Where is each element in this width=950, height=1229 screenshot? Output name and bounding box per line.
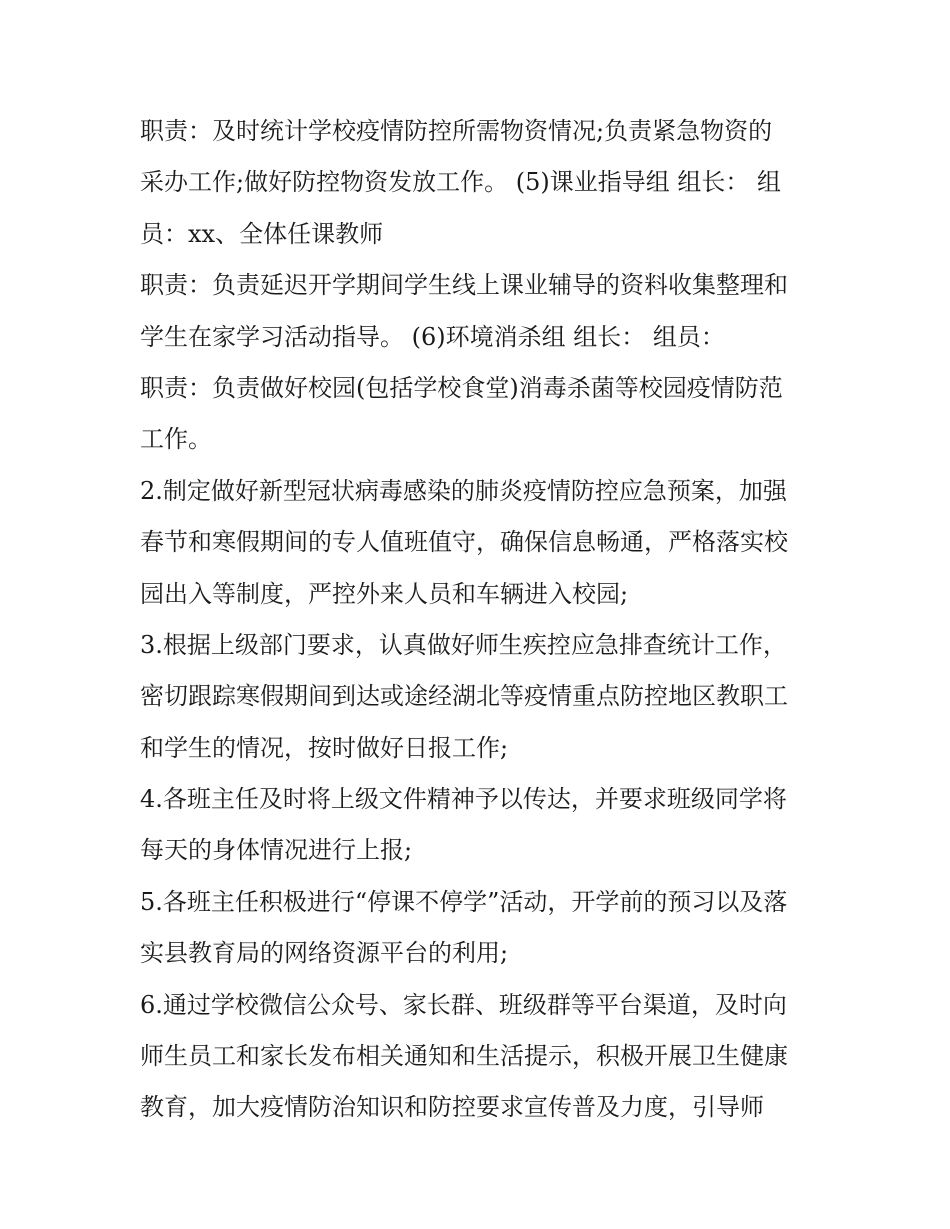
- text-line: 春节和寒假期间的专人值班值守，确保信息畅通，严格落实校: [140, 528, 788, 557]
- body-text: [140, 106, 812, 1134]
- text-line: 5.各班主任积极进行“停课不停学”活动，开学前的预习以及落: [140, 887, 788, 916]
- text-line: 实县教育局的网络资源平台的利用;: [140, 939, 509, 968]
- text-line: 师生员工和家长发布相关通知和生活提示，积极开展卫生健康: [140, 1042, 788, 1071]
- text-line: 采办工作;做好防控物资发放工作。 (5)课业指导组 组长： 组: [140, 168, 781, 197]
- text-line: 每天的身体情况进行上报;: [140, 836, 413, 865]
- text-line: 园出入等制度，严控外来人员和车辆进入校园;: [140, 579, 629, 608]
- text-line: 员：xx、全体任课教师: [140, 219, 384, 248]
- text-line: 职责：负责延迟开学期间学生线上课业辅导的资料收集整理和: [140, 271, 788, 300]
- text-line: 职责：及时统计学校疫情防控所需物资情况;负责紧急物资的: [140, 117, 773, 145]
- text-line: 学生在家学习活动指导。 (6)环境消杀组 组长： 组员：: [140, 322, 725, 351]
- text-line: 2.制定做好新型冠状病毒感染的肺炎疫情防控应急预案，加强: [140, 476, 787, 505]
- text-line: 和学生的情况，按时做好日报工作;: [140, 733, 509, 762]
- text-line: 4.各班主任及时将上级文件精神予以传达，并要求班级同学将: [140, 785, 787, 814]
- text-line: 3.根据上级部门要求，认真做好师生疾控应急排查统计工作，: [140, 630, 787, 659]
- text-line: 工作。: [140, 425, 212, 454]
- text-line: 6.通过学校微信公众号、家长群、班级群等平台渠道，及时向: [140, 990, 787, 1019]
- text-line: 职责：负责做好校园(包括学校食堂)消毒杀菌等校园疫情防范: [140, 373, 783, 402]
- text-line: 密切跟踪寒假期间到达或途经湖北等疫情重点防控地区教职工: [140, 682, 788, 711]
- text-line: 教育，加大疫情防治知识和防控要求宣传普及力度，引导师: [140, 1093, 764, 1122]
